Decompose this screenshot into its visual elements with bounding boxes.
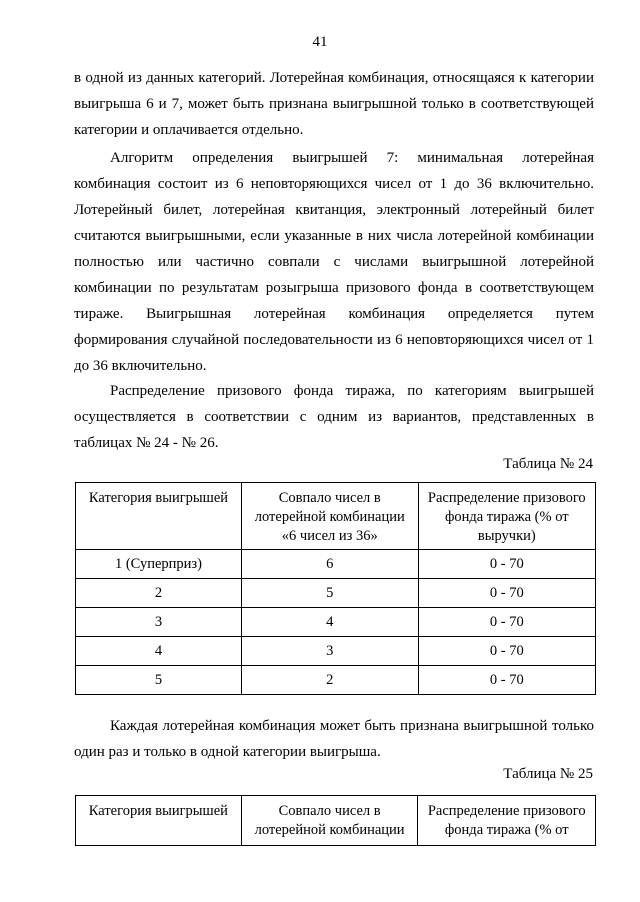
table-header-row (76, 483, 596, 550)
table-cell: 6 (241, 550, 418, 579)
table-header-cell: Категория выигрышей (76, 796, 242, 846)
paragraph-algorithm: Алгоритм определения выигрышей 7: минимальная лотерейная комбинация состоит из 6 неповторяющихся чисел от 1 до 36 включительно. Лотерейный билет, лотерейная квитанция, электронный лотерейный билет считаются выигрышными, если указанные в них числа лотерейной комбинации полностью или частично совпали с числами выигрышной лотерейной комбинации по результатам розыгрыша призового фонда в соответствующем тираже. Выигрышная лотерейная комбинация определяется путем формирования случайной последовательности из 6 неповторяющихся чисел от 1 до 36 включительно. (74, 150, 594, 374)
table-header-cell: Совпало чисел в лотерейной комбинации «6 чисел из 36» (241, 483, 418, 550)
table-header-cell: Распределение призового фонда тиража (% от (418, 796, 596, 846)
table-cell: 4 (76, 637, 242, 666)
table-cell: 5 (76, 666, 242, 695)
table-cell: 2 (241, 666, 418, 695)
table-cell: 3 (76, 608, 242, 637)
table-cell: 0 - 70 (418, 608, 595, 637)
paragraph-continuation: в одной из данных категорий. Лотерейная комбинация, относящаяся к категории выигрыша 6 и 7, может быть признана выигрышной только в соответствующей категории и оплачивается отдельно. (74, 70, 594, 138)
table-row (76, 550, 596, 579)
table24-caption: Таблица № 24 (503, 456, 593, 472)
table-header-cell: Совпало чисел в лотерейной комбинации (241, 796, 418, 846)
paragraph-single-win: Каждая лотерейная комбинация может быть признана выигрышной только один раз и только в одной категории выигрыша. (74, 718, 594, 760)
table-24 (75, 482, 596, 695)
table-cell: 4 (241, 608, 418, 637)
table-cell: 3 (241, 637, 418, 666)
table-row (76, 579, 596, 608)
paragraph-distribution: Распределение призового фонда тиража, по категориям выигрышей осуществляется в соответствии с одним из вариантов, представленных в таблицах № 24 - № 26. (74, 383, 594, 451)
table-cell: 0 - 70 (418, 637, 595, 666)
page-number: 41 (312, 34, 328, 50)
table-cell: 0 - 70 (418, 579, 595, 608)
table-row (76, 608, 596, 637)
table-cell: 0 - 70 (418, 550, 595, 579)
table-25 (75, 795, 596, 846)
table25-caption: Таблица № 25 (503, 766, 593, 782)
table-cell: 2 (76, 579, 242, 608)
table-header-cell: Распределение призового фонда тиража (% от выручки) (418, 483, 595, 550)
table-row (76, 666, 596, 695)
table-cell: 1 (Суперприз) (76, 550, 242, 579)
table-cell: 5 (241, 579, 418, 608)
table-cell: 0 - 70 (418, 666, 595, 695)
table-header-cell: Категория выигрышей (76, 483, 242, 550)
table-header-row (76, 796, 596, 846)
table-row (76, 637, 596, 666)
